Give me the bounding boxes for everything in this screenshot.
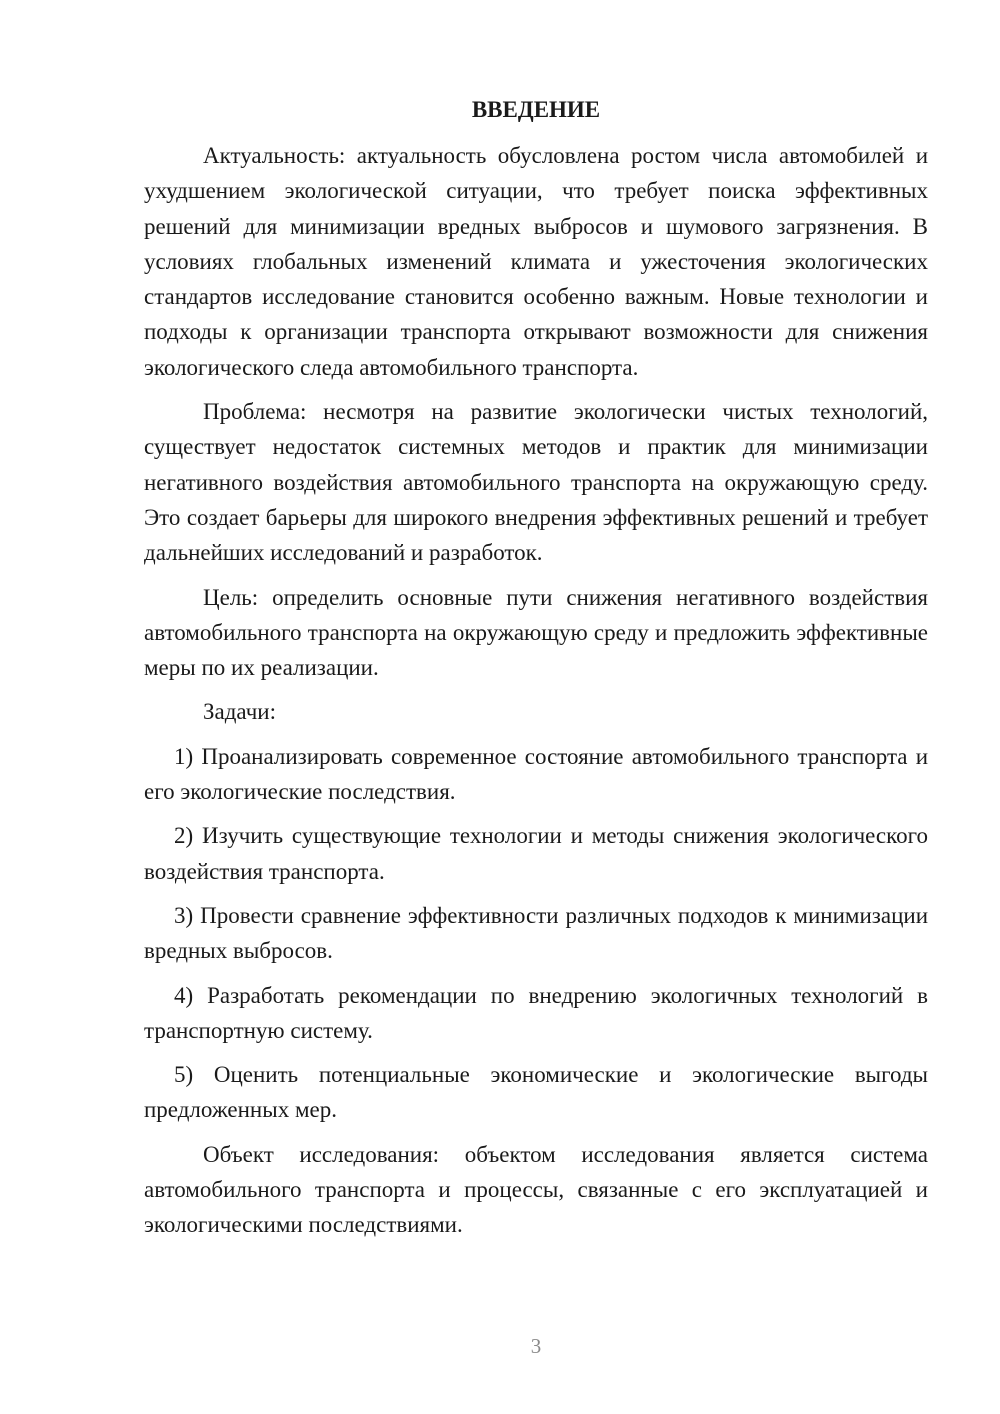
goal-paragraph: Цель: определить основные пути снижения негативного воздействия автомобильного транспорта на окружающую среду и предложить эффективные меры по их реализации. — [144, 584, 928, 681]
task-item-5: 5) Оценить потенциальные экономические и экологические выгоды предложенных мер. — [144, 1062, 928, 1123]
tasks-label: Задачи: — [203, 699, 276, 725]
page-number: 3 — [530, 1334, 542, 1358]
task-item-1: 1) Проанализировать современное состояние автомобильного транспорта и его экологические последствия. — [144, 743, 928, 805]
document-body — [144, 94, 928, 1252]
problem-paragraph: Проблема: несмотря на развитие экологически чистых технологий, существует недостаток системных методов и практик для минимизации негативного воздействия автомобильного транспорта на окружающую среду. Это создает барьеры для широкого внедрения эффективных решений и требует дальнейших исследований и разработок. — [144, 399, 928, 566]
relevance-paragraph: Актуальность: актуальность обусловлена ростом числа автомобилей и ухудшением экологической ситуации, что требует поиска эффективных решений для минимизации вредных выбросов и шумового загрязнения. В условиях глобальных изменений климата и ужесточения экологических стандартов исследование становится особенно важным. Новые технологии и подходы к организации транспорта открывают возможности для снижения экологического следа автомобильного транспорта. — [144, 143, 928, 380]
section-heading: ВВЕДЕНИЕ — [471, 97, 601, 122]
task-item-3: 3) Провести сравнение эффективности различных подходов к минимизации вредных выбросов. — [144, 902, 928, 964]
object-paragraph: Объект исследования: объектом исследования является система автомобильного транспорта и процессы, связанные с его эксплуатацией и экологическими последствиями. — [144, 1141, 928, 1238]
task-item-4: 4) Разработать рекомендации по внедрению экологичных технологий в транспортную систему. — [144, 982, 928, 1043]
task-item-2: 2) Изучить существующие технологии и методы снижения экологического воздействия транспорта. — [144, 823, 928, 884]
